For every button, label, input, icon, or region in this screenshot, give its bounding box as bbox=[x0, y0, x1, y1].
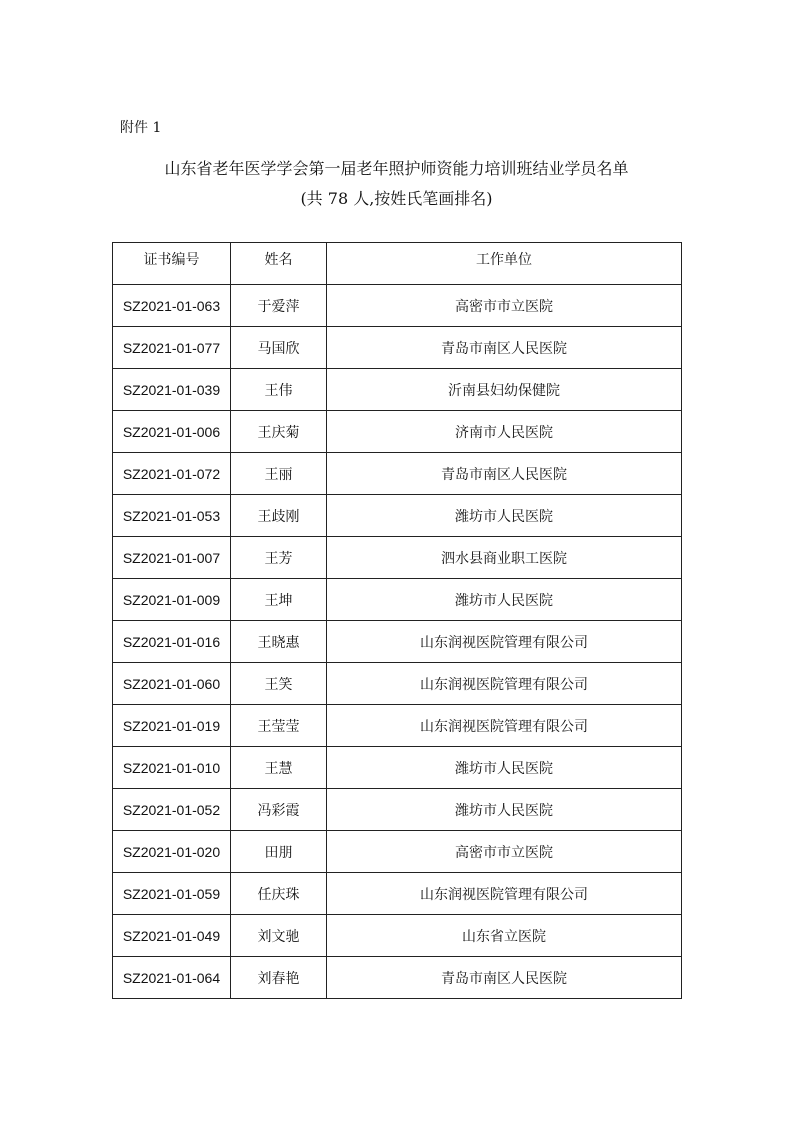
table-row bbox=[113, 873, 682, 915]
cert-number-cell: SZ2021-01-052 bbox=[113, 789, 231, 831]
table-row bbox=[113, 579, 682, 621]
header-cert-number: 证书编号 bbox=[113, 243, 231, 285]
name-cell: 刘春艳 bbox=[231, 957, 327, 999]
table-row bbox=[113, 537, 682, 579]
work-unit-cell: 山东润视医院管理有限公司 bbox=[327, 621, 682, 663]
cert-number-cell: SZ2021-01-059 bbox=[113, 873, 231, 915]
table-row bbox=[113, 495, 682, 537]
cert-number-cell: SZ2021-01-020 bbox=[113, 831, 231, 873]
cert-number-cell: SZ2021-01-064 bbox=[113, 957, 231, 999]
table-row bbox=[113, 327, 682, 369]
work-unit-cell: 青岛市南区人民医院 bbox=[327, 453, 682, 495]
header-name: 姓名 bbox=[231, 243, 327, 285]
name-cell: 刘文驰 bbox=[231, 915, 327, 957]
attachment-label: 附件 1 bbox=[120, 120, 162, 136]
cert-number-cell: SZ2021-01-063 bbox=[113, 285, 231, 327]
work-unit-cell: 高密市市立医院 bbox=[327, 831, 682, 873]
document-subtitle: (共 78 人,按姓氏笔画排名) bbox=[300, 189, 493, 208]
work-unit-cell: 山东润视医院管理有限公司 bbox=[327, 705, 682, 747]
name-cell: 于爱萍 bbox=[231, 285, 327, 327]
work-unit-cell: 青岛市南区人民医院 bbox=[327, 327, 682, 369]
cert-number-cell: SZ2021-01-016 bbox=[113, 621, 231, 663]
name-cell: 王庆菊 bbox=[231, 411, 327, 453]
document-title: 山东省老年医学学会第一届老年照护师资能力培训班结业学员名单 bbox=[164, 159, 629, 178]
table-row bbox=[113, 747, 682, 789]
name-cell: 王芳 bbox=[231, 537, 327, 579]
table-row bbox=[113, 957, 682, 999]
table-row bbox=[113, 705, 682, 747]
name-cell: 王坤 bbox=[231, 579, 327, 621]
cert-number-cell: SZ2021-01-009 bbox=[113, 579, 231, 621]
table-body bbox=[113, 285, 682, 999]
graduate-roster-table bbox=[112, 242, 682, 999]
table-row bbox=[113, 831, 682, 873]
cert-number-cell: SZ2021-01-019 bbox=[113, 705, 231, 747]
cert-number-cell: SZ2021-01-006 bbox=[113, 411, 231, 453]
table-row bbox=[113, 789, 682, 831]
cert-number-cell: SZ2021-01-010 bbox=[113, 747, 231, 789]
work-unit-cell: 济南市人民医院 bbox=[327, 411, 682, 453]
table-row bbox=[113, 453, 682, 495]
work-unit-cell: 潍坊市人民医院 bbox=[327, 579, 682, 621]
work-unit-cell: 沂南县妇幼保健院 bbox=[327, 369, 682, 411]
work-unit-cell: 山东润视医院管理有限公司 bbox=[327, 663, 682, 705]
cert-number-cell: SZ2021-01-039 bbox=[113, 369, 231, 411]
cert-number-cell: SZ2021-01-053 bbox=[113, 495, 231, 537]
cert-number-cell: SZ2021-01-077 bbox=[113, 327, 231, 369]
work-unit-cell: 潍坊市人民医院 bbox=[327, 495, 682, 537]
name-cell: 任庆珠 bbox=[231, 873, 327, 915]
work-unit-cell: 潍坊市人民医院 bbox=[327, 747, 682, 789]
work-unit-cell: 山东省立医院 bbox=[327, 915, 682, 957]
name-cell: 王慧 bbox=[231, 747, 327, 789]
work-unit-cell: 泗水县商业职工医院 bbox=[327, 537, 682, 579]
table-row bbox=[113, 285, 682, 327]
name-cell: 王笑 bbox=[231, 663, 327, 705]
table-row bbox=[113, 621, 682, 663]
name-cell: 冯彩霞 bbox=[231, 789, 327, 831]
name-cell: 田朋 bbox=[231, 831, 327, 873]
work-unit-cell: 青岛市南区人民医院 bbox=[327, 957, 682, 999]
cert-number-cell: SZ2021-01-049 bbox=[113, 915, 231, 957]
name-cell: 王晓惠 bbox=[231, 621, 327, 663]
work-unit-cell: 山东润视医院管理有限公司 bbox=[327, 873, 682, 915]
table-header-row bbox=[113, 243, 682, 285]
name-cell: 王伟 bbox=[231, 369, 327, 411]
cert-number-cell: SZ2021-01-060 bbox=[113, 663, 231, 705]
name-cell: 马国欣 bbox=[231, 327, 327, 369]
table-row bbox=[113, 369, 682, 411]
name-cell: 王丽 bbox=[231, 453, 327, 495]
name-cell: 王歧刚 bbox=[231, 495, 327, 537]
table-row bbox=[113, 411, 682, 453]
work-unit-cell: 高密市市立医院 bbox=[327, 285, 682, 327]
cert-number-cell: SZ2021-01-007 bbox=[113, 537, 231, 579]
header-work-unit: 工作单位 bbox=[327, 243, 682, 285]
table-row bbox=[113, 663, 682, 705]
cert-number-cell: SZ2021-01-072 bbox=[113, 453, 231, 495]
table-row bbox=[113, 915, 682, 957]
name-cell: 王莹莹 bbox=[231, 705, 327, 747]
work-unit-cell: 潍坊市人民医院 bbox=[327, 789, 682, 831]
